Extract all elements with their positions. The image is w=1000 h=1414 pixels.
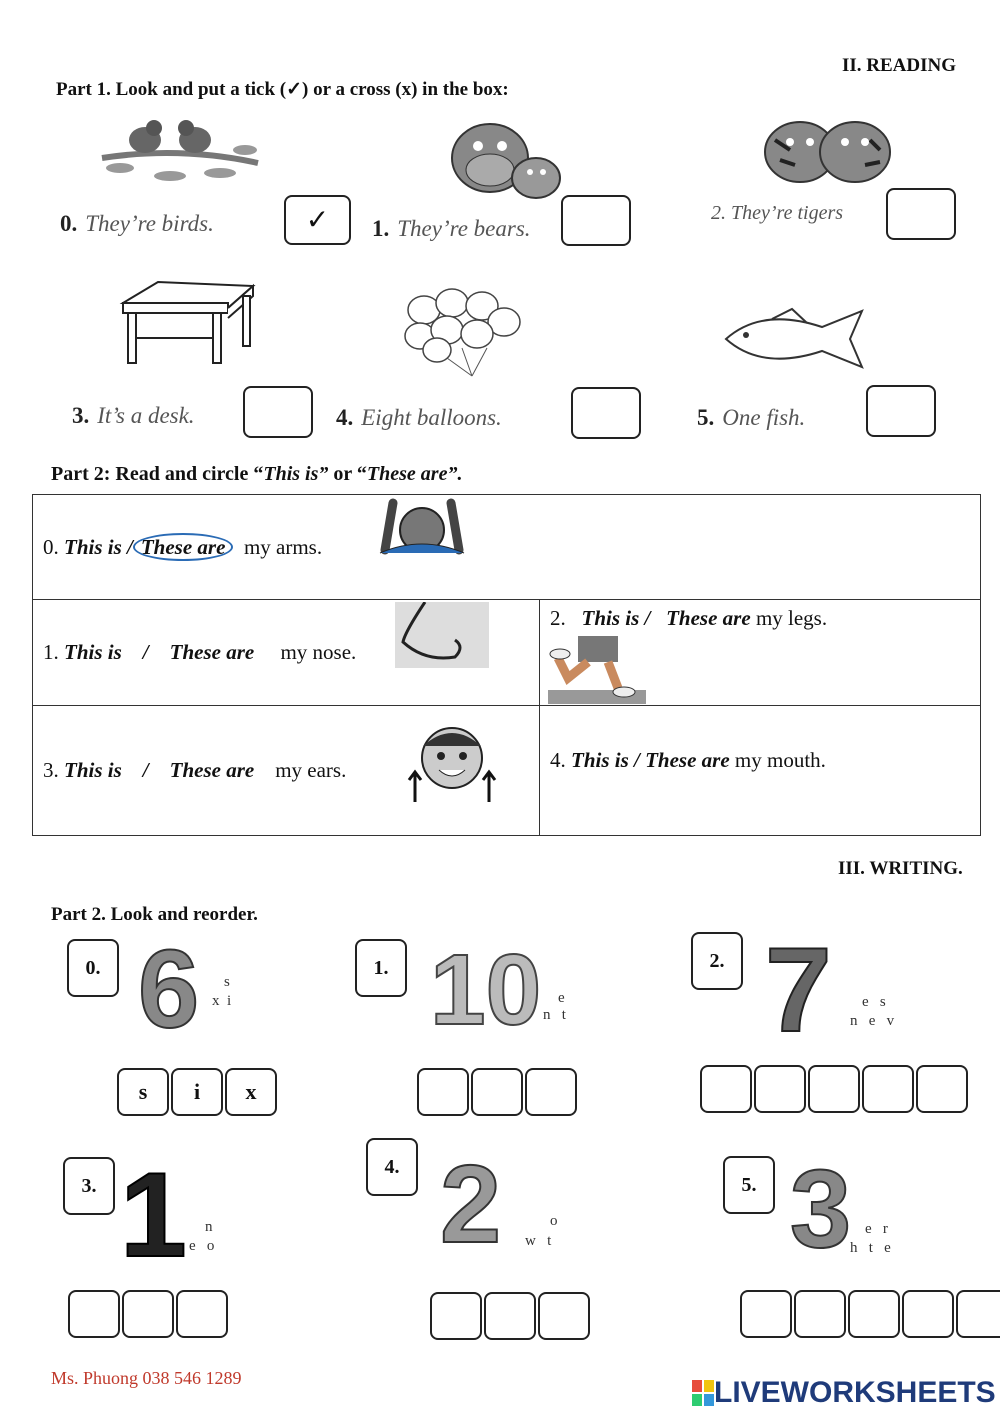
letter-cell[interactable] bbox=[808, 1065, 860, 1113]
part1-item-label: 2. They’re tigers bbox=[711, 202, 844, 224]
author-contact: Ms. Phuong 038 546 1289 bbox=[51, 1368, 242, 1388]
answer-box-4[interactable] bbox=[571, 387, 641, 439]
part2-title: Part 2: Read and circle “This is” or “These are”. bbox=[51, 463, 463, 485]
answer-box-1[interactable] bbox=[561, 195, 631, 246]
letter-cell[interactable] bbox=[176, 1290, 228, 1338]
answer-box-0[interactable]: ✓ bbox=[284, 195, 351, 245]
letter-cell[interactable] bbox=[794, 1290, 846, 1338]
letter-cell[interactable] bbox=[538, 1292, 590, 1340]
number-three-picture: 3 bbox=[790, 1148, 852, 1271]
item-number: 2. bbox=[691, 932, 743, 990]
scrambled-letters-top: e s bbox=[862, 994, 886, 1010]
letter-cell[interactable] bbox=[471, 1068, 523, 1116]
letter-cell[interactable] bbox=[916, 1065, 968, 1113]
option-this-is-these-are[interactable]: This is / These are bbox=[571, 748, 730, 772]
answer-cells bbox=[417, 1068, 579, 1116]
answer-cells bbox=[117, 1068, 279, 1116]
letter-cell[interactable] bbox=[956, 1290, 1000, 1338]
number-two-picture: 2 bbox=[440, 1143, 502, 1266]
liveworksheets-logo bbox=[692, 1376, 996, 1410]
letter-cell[interactable] bbox=[484, 1292, 536, 1340]
table-row: 0. This is / These are my arms. bbox=[33, 495, 981, 600]
scrambled-letters-top: s bbox=[224, 974, 230, 990]
part1-title: Part 1. Look and put a tick (✓) or a cross (x) in the box: bbox=[56, 79, 509, 100]
letter-cell[interactable] bbox=[700, 1065, 752, 1113]
option-this-is[interactable]: This is / bbox=[581, 606, 651, 630]
table-row: 2. This is / These are my legs. bbox=[540, 600, 981, 706]
letter-cell[interactable] bbox=[902, 1290, 954, 1338]
option-these-are[interactable]: These are bbox=[666, 606, 751, 630]
letter-cell[interactable] bbox=[68, 1290, 120, 1338]
balloons-picture bbox=[402, 288, 524, 378]
scrambled-letters-bottom: x i bbox=[212, 993, 232, 1009]
item-number: 5. bbox=[723, 1156, 775, 1214]
item-number: 4. bbox=[366, 1138, 418, 1196]
answer-cells bbox=[68, 1290, 230, 1338]
item-number: 1. bbox=[355, 939, 407, 997]
reading-section-title: II. READING bbox=[842, 55, 957, 76]
answer-cells bbox=[430, 1292, 592, 1340]
letter-cell[interactable] bbox=[848, 1290, 900, 1338]
number-one-picture: 1 bbox=[120, 1148, 187, 1282]
answer-box-5[interactable] bbox=[866, 385, 936, 437]
nose-picture bbox=[395, 602, 489, 668]
option-these-are[interactable]: These are bbox=[133, 533, 234, 561]
item-number: 3. bbox=[63, 1157, 115, 1215]
part1-item-label: 5. One fish. bbox=[697, 405, 806, 430]
scrambled-letters-bottom: w t bbox=[525, 1233, 552, 1249]
letter-cell[interactable] bbox=[417, 1068, 469, 1116]
answer-box-3[interactable] bbox=[243, 386, 313, 438]
letter-cell[interactable] bbox=[740, 1290, 792, 1338]
hippos-picture bbox=[448, 118, 563, 200]
letter-cell[interactable] bbox=[122, 1290, 174, 1338]
table-row: 3. This is / These are my ears. bbox=[33, 706, 540, 836]
number-six-picture: 6 bbox=[138, 928, 200, 1051]
scrambled-letters-bottom: n t bbox=[543, 1007, 566, 1023]
number-ten-picture: 10 bbox=[430, 934, 542, 1046]
scrambled-letters-bottom: h t e bbox=[850, 1240, 891, 1256]
legs-picture bbox=[548, 628, 646, 704]
scrambled-letters-top: e bbox=[558, 990, 565, 1006]
circle-table bbox=[32, 494, 981, 836]
scrambled-letters-bottom: n e v bbox=[850, 1013, 895, 1029]
letter-cell[interactable]: x bbox=[225, 1068, 277, 1116]
scrambled-letters-top: o bbox=[550, 1213, 558, 1229]
writing-part-title: Part 2. Look and reorder. bbox=[51, 904, 258, 925]
part1-item-label: 0. They’re birds. bbox=[60, 211, 214, 236]
birds-picture bbox=[100, 118, 260, 188]
table-row: 1. This is / These are my nose. bbox=[33, 600, 540, 706]
tigers-picture bbox=[760, 110, 895, 185]
letter-cell[interactable]: i bbox=[171, 1068, 223, 1116]
number-seven-picture: 7 bbox=[765, 923, 832, 1057]
option-this-is[interactable]: This is / bbox=[64, 534, 133, 559]
part1-item-label: 1. They’re bears. bbox=[372, 216, 531, 241]
part1-item-label: 4. Eight balloons. bbox=[336, 405, 502, 430]
table-row: 4. This is / These are my mouth. bbox=[540, 706, 981, 836]
scrambled-letters-top: e r bbox=[865, 1221, 888, 1237]
letter-cell[interactable] bbox=[525, 1068, 577, 1116]
item-number: 0. bbox=[67, 939, 119, 997]
scrambled-letters-top: n bbox=[205, 1219, 213, 1235]
desk-picture bbox=[118, 278, 258, 366]
brand-name: LIVEWORKSHEETS bbox=[714, 1376, 996, 1409]
letter-cell[interactable] bbox=[862, 1065, 914, 1113]
fish-picture bbox=[722, 305, 874, 373]
letter-cell[interactable]: s bbox=[117, 1068, 169, 1116]
answer-cells bbox=[740, 1290, 1000, 1338]
scrambled-letters-bottom: e o bbox=[189, 1238, 215, 1254]
option-these-are[interactable]: These are bbox=[169, 640, 255, 664]
letter-cell[interactable] bbox=[754, 1065, 806, 1113]
logo-icon bbox=[692, 1380, 714, 1406]
part1-item-label: 3. It’s a desk. bbox=[72, 403, 195, 428]
answer-cells bbox=[700, 1065, 970, 1113]
letter-cell[interactable] bbox=[430, 1292, 482, 1340]
option-this-is[interactable]: This is bbox=[64, 758, 122, 782]
arms-picture bbox=[375, 495, 469, 555]
answer-box-2[interactable] bbox=[886, 188, 956, 240]
writing-section-title: III. WRITING. bbox=[838, 858, 963, 879]
ears-picture bbox=[407, 722, 497, 804]
option-these-are[interactable]: These are bbox=[169, 758, 255, 782]
option-this-is[interactable]: This is bbox=[64, 640, 122, 664]
